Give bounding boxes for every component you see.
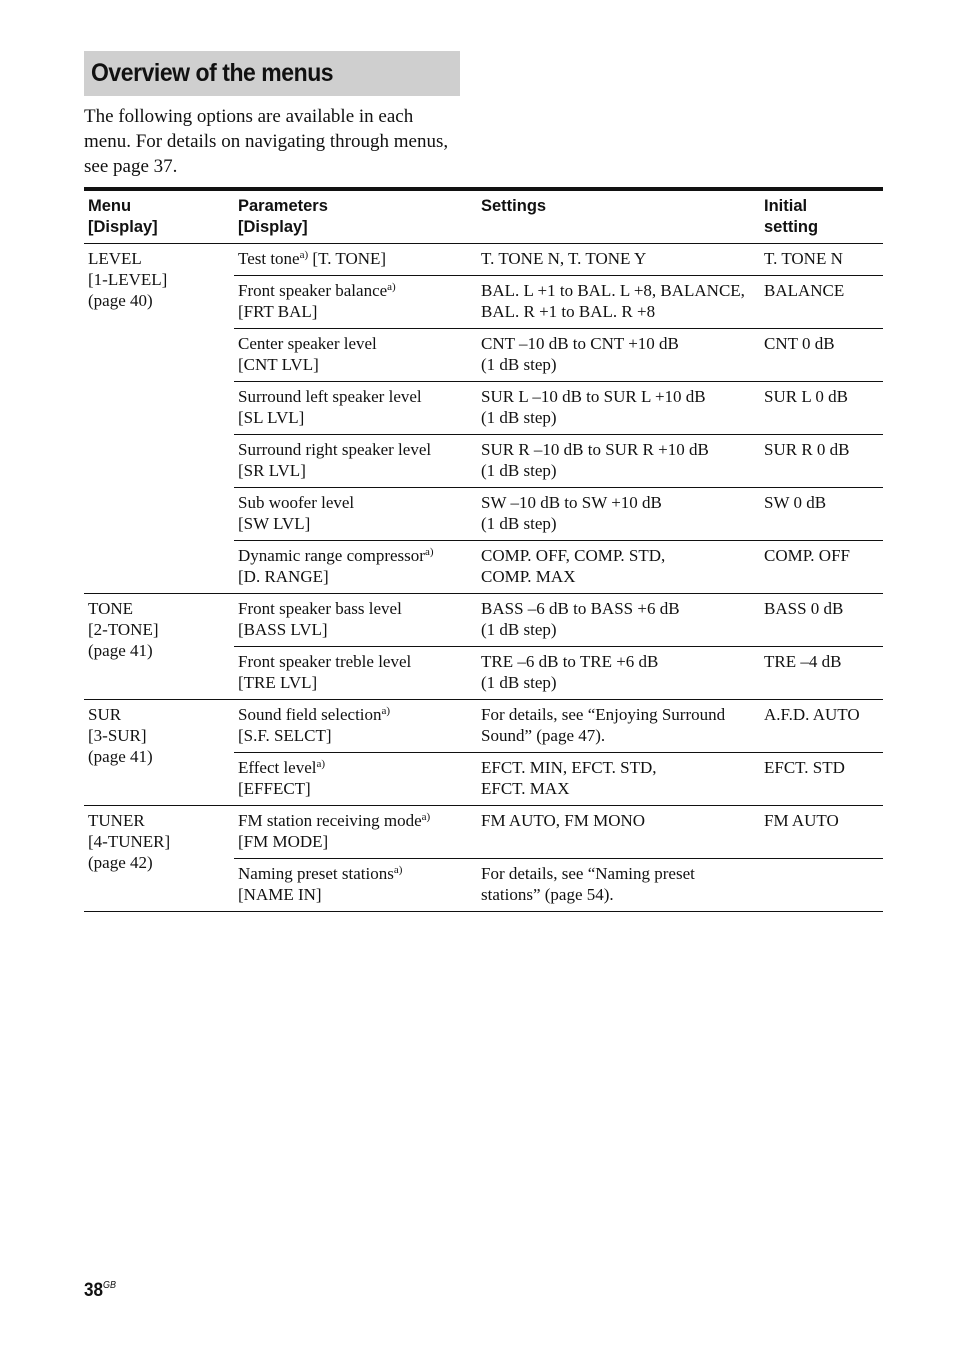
initial-setting-cell: FM AUTO	[760, 806, 883, 859]
table-row	[84, 806, 883, 859]
initial-setting-cell: EFCT. STD	[760, 753, 883, 806]
parameter-name: Sub woofer level	[238, 493, 355, 512]
table-body	[84, 244, 883, 912]
parameter-display: [TRE LVL]	[238, 673, 318, 692]
section-title-bar	[84, 51, 460, 96]
parameter-name: Dynamic range compressor	[238, 546, 425, 565]
footnote-marker: a)	[393, 864, 403, 876]
initial-setting-cell: TRE –4 dB	[760, 647, 883, 700]
settings-cell: COMP. OFF, COMP. STD, COMP. MAX	[477, 541, 760, 594]
parameter-cell	[234, 700, 477, 753]
menu-cell: LEVEL [1-LEVEL] (page 40)	[84, 244, 234, 594]
parameter-name: Surround right speaker level	[238, 440, 432, 459]
settings-cell: EFCT. MIN, EFCT. STD, EFCT. MAX	[477, 753, 760, 806]
table-row	[84, 700, 883, 753]
page-title: Overview of the menus	[91, 59, 334, 87]
parameter-display: [SW LVL]	[238, 514, 311, 533]
parameter-name: Front speaker treble level	[238, 652, 412, 671]
parameter-display: [SL LVL]	[238, 408, 305, 427]
parameter-name: Effect level	[238, 758, 317, 777]
initial-setting-cell: BALANCE	[760, 276, 883, 329]
parameter-name: Surround left speaker level	[238, 387, 422, 406]
parameter-name: Test tone	[238, 249, 300, 268]
settings-cell: SUR L –10 dB to SUR L +10 dB (1 dB step)	[477, 382, 760, 435]
settings-cell: TRE –6 dB to TRE +6 dB (1 dB step)	[477, 647, 760, 700]
initial-setting-cell: COMP. OFF	[760, 541, 883, 594]
parameter-cell	[234, 244, 477, 276]
header-parameters: Parameters [Display]	[234, 189, 477, 244]
initial-setting-cell: A.F.D. AUTO	[760, 700, 883, 753]
footnote-marker: a)	[316, 758, 326, 770]
initial-setting-cell: CNT 0 dB	[760, 329, 883, 382]
parameter-cell	[234, 647, 477, 700]
parameter-name: Center speaker level	[238, 334, 377, 353]
initial-setting-cell	[760, 859, 883, 912]
parameter-display: [CNT LVL]	[238, 355, 319, 374]
parameter-cell	[234, 806, 477, 859]
table-row	[84, 594, 883, 647]
parameter-cell	[234, 541, 477, 594]
parameter-cell	[234, 594, 477, 647]
parameter-display: [NAME IN]	[238, 885, 322, 904]
initial-setting-cell: SW 0 dB	[760, 488, 883, 541]
settings-cell: BAL. L +1 to BAL. L +8, BALANCE, BAL. R +1 to BAL. R +8	[477, 276, 760, 329]
parameter-display: [BASS LVL]	[238, 620, 328, 639]
settings-cell: For details, see “Naming preset stations” (page 54).	[477, 859, 760, 912]
parameter-display: [D. RANGE]	[238, 567, 329, 586]
parameter-name: Sound field selection	[238, 705, 382, 724]
region-code: GB	[103, 1280, 117, 1291]
footnote-marker: a)	[387, 281, 396, 293]
parameter-cell	[234, 488, 477, 541]
parameter-cell	[234, 382, 477, 435]
parameter-name: Front speaker bass level	[238, 599, 402, 618]
settings-cell: CNT –10 dB to CNT +10 dB (1 dB step)	[477, 329, 760, 382]
table-row	[84, 244, 883, 276]
intro-paragraph: The following options are available in each menu. For details on navigating through menus, see page 37.	[84, 106, 449, 177]
parameter-cell	[234, 329, 477, 382]
parameter-display: [S.F. SELCT]	[238, 726, 332, 745]
initial-setting-cell: SUR R 0 dB	[760, 435, 883, 488]
parameter-display: [FM MODE]	[238, 832, 329, 851]
initial-setting-cell: SUR L 0 dB	[760, 382, 883, 435]
initial-setting-cell: BASS 0 dB	[760, 594, 883, 647]
header-settings: Settings	[477, 189, 760, 244]
footnote-marker: a)	[381, 705, 391, 717]
table-header-row	[84, 189, 883, 244]
page-number-value: 38	[84, 1280, 104, 1301]
settings-cell: BASS –6 dB to BASS +6 dB (1 dB step)	[477, 594, 760, 647]
menu-overview-table	[84, 187, 883, 912]
parameter-name: FM station receiving mode	[238, 811, 422, 830]
settings-cell: For details, see “Enjoying Surround Sound” (page 47).	[477, 700, 760, 753]
footnote-marker: a)	[424, 546, 434, 558]
parameter-display: [FRT BAL]	[238, 302, 318, 321]
menu-cell: TONE [2-TONE] (page 41)	[84, 594, 234, 700]
initial-setting-cell: T. TONE N	[760, 244, 883, 276]
parameter-name: Front speaker balance	[238, 281, 388, 300]
settings-cell: SW –10 dB to SW +10 dB (1 dB step)	[477, 488, 760, 541]
page-number	[84, 1280, 116, 1302]
parameter-display: [SR LVL]	[238, 461, 306, 480]
header-initial-setting: Initial setting	[760, 189, 883, 244]
settings-cell: FM AUTO, FM MONO	[477, 806, 760, 859]
parameter-cell	[234, 435, 477, 488]
parameter-cell	[234, 753, 477, 806]
header-menu: Menu [Display]	[84, 189, 234, 244]
parameter-cell	[234, 276, 477, 329]
menu-cell: SUR [3-SUR] (page 41)	[84, 700, 234, 806]
parameter-display: [T. TONE]	[308, 249, 387, 268]
menu-cell: TUNER [4-TUNER] (page 42)	[84, 806, 234, 912]
parameter-cell	[234, 859, 477, 912]
settings-cell: SUR R –10 dB to SUR R +10 dB (1 dB step)	[477, 435, 760, 488]
footnote-marker: a)	[421, 811, 431, 823]
parameter-display: [EFFECT]	[238, 779, 311, 798]
parameter-name: Naming preset stations	[238, 864, 394, 883]
settings-cell: T. TONE N, T. TONE Y	[477, 244, 760, 276]
footnote-marker: a)	[299, 249, 309, 261]
